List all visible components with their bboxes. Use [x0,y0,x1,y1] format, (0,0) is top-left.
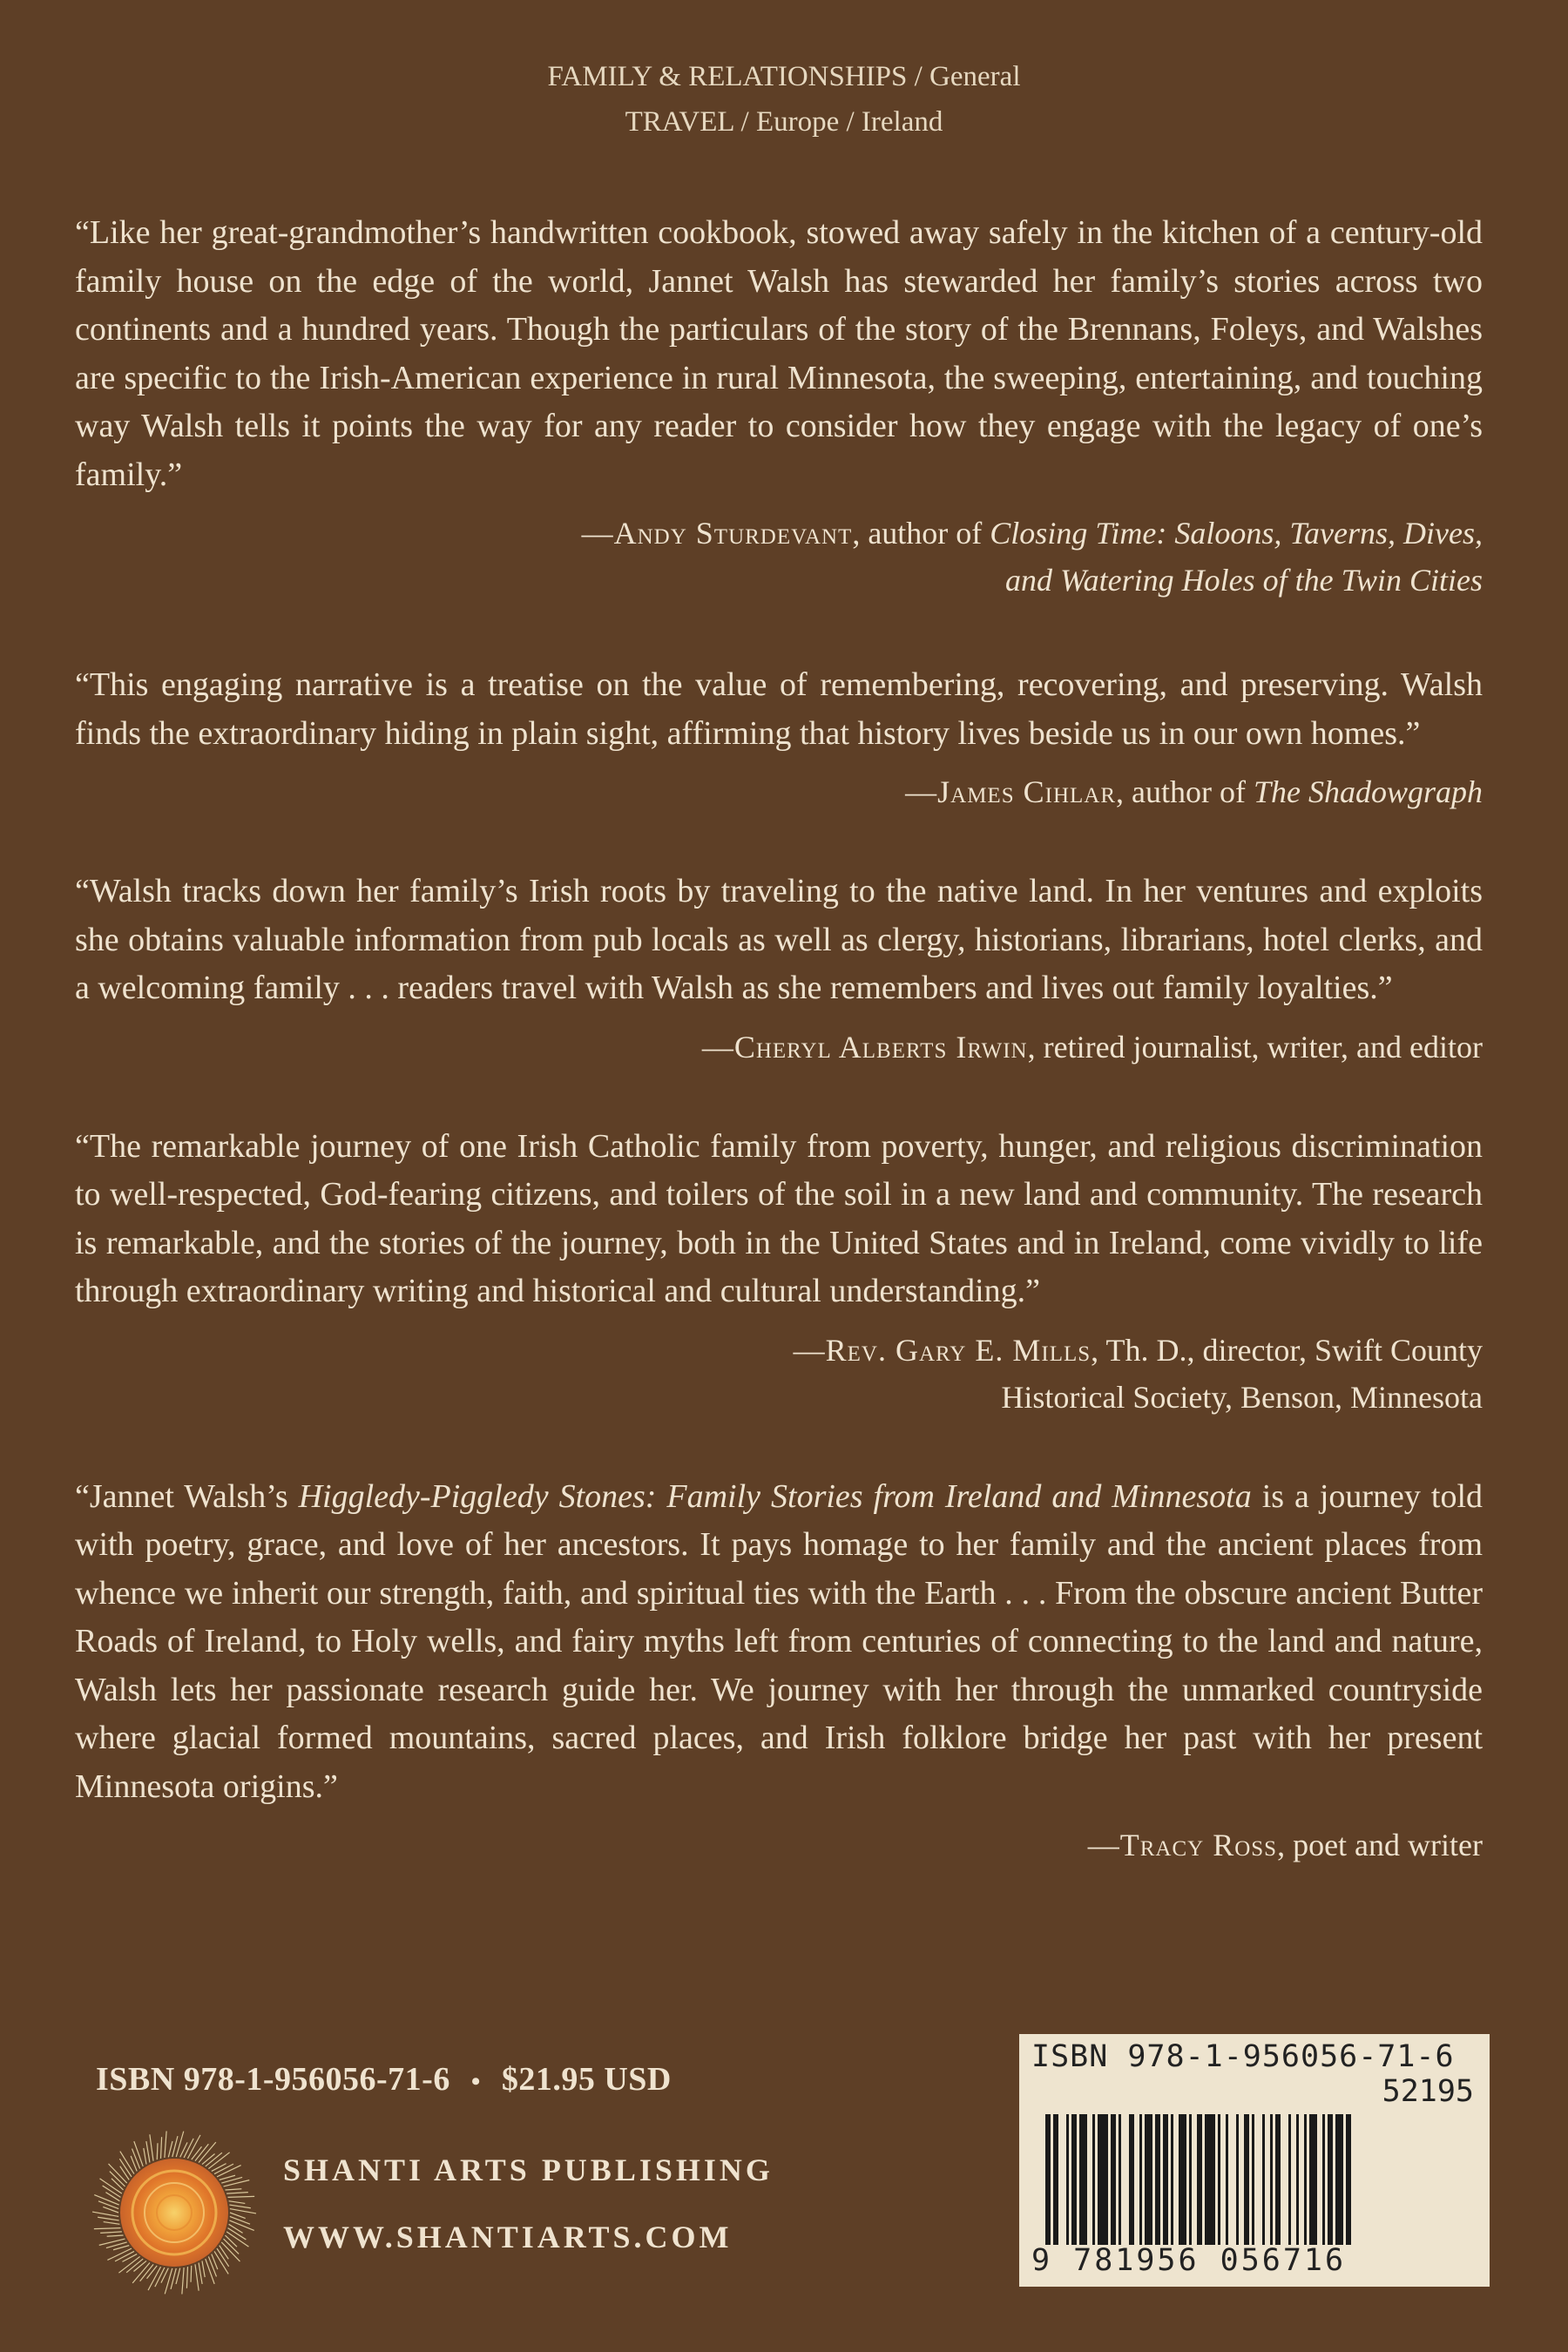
quote-text: is a journey told with poetry, grace, and love of her ancestors. It pays homage to her family and the ancient places from whence we inherit our strength, faith, and spiritual ties with the Earth . . . From the obscure ancient Butter Roads of Ireland, to Holy wells, and fairy myths left from centuries of connecting to the land and nature, Walsh lets her passionate research guide her. We journey with her through the unmarked countryside where glacial formed mountains, sacred places, and Irish folklore bridge her past with her present Minnesota origins.” [75,1477,1484,1805]
blurb-author: —Andy Sturdevant [581,516,853,551]
blurb-work: and Watering Holes of the Twin Cities [1004,563,1483,598]
blurb-attribution [75,1327,1483,1421]
blurb-author: —Rev. Gary E. Mills [793,1332,1092,1368]
barcode-number: 9 781956 056716 [1031,2243,1347,2278]
blurb-quote: “Walsh tracks down her family’s Irish roots by traveling to the native land. In her ventures and exploits she obtains valuable information from pub locals as well as clergy, historians, librarians, hotel clerks, and a welcoming family . . . readers travel with Walsh as she remembers and lives out family loyalties.” [75,873,1483,1006]
publisher-website: WWW.SHANTIARTS.COM [283,2220,733,2254]
blurbs-section [75,209,1483,1869]
blurb-role: , Th. D., director, Swift County [1091,1332,1483,1368]
blurb-role: , author of [1116,774,1254,809]
isbn-price-line [96,2060,672,2099]
blurb-author: —James Cihlar [905,774,1116,809]
blurb-attribution [75,768,1483,815]
isbn-text: ISBN 978-1-956056-71-6 [96,2061,450,2098]
blurb [75,868,1483,1071]
blurb [75,1473,1483,1869]
blurb [75,1123,1483,1421]
blurb [75,209,1483,604]
blurb-quote: “This engaging narrative is a treatise on the value of remembering, recovering, and preserving. Walsh finds the extraordinary hiding in plain sight, affirming that history lives beside us in our own homes.” [75,666,1483,752]
separator-dot: • [470,2067,481,2096]
blurb-quote [75,1473,1483,1812]
blurb-work: The Shadowgraph [1253,774,1483,809]
blurb-attribution [75,1024,1483,1071]
blurb-author: —Tracy Ross [1087,1828,1278,1862]
book-title: Higgledy-Piggledy Stones: Family Stories from Ireland and Minnesota [298,1477,1252,1515]
category-line: TRAVEL / Europe / Ireland [625,106,943,138]
isbn-barcode [1019,2034,1490,2287]
blurb-author: —Cheryl Alberts Irwin [701,1029,1028,1064]
barcode-price-code: 52195 [1382,2074,1474,2109]
blurb-role: , poet and writer [1277,1828,1483,1862]
barcode-isbn-text: ISBN 978-1-956056-71-6 [1031,2039,1455,2074]
blurb-work: Closing Time: Saloons, Taverns, Dives, [990,516,1483,551]
blurb [75,661,1483,815]
quote-text: “Jannet Walsh’s [75,1477,299,1515]
subject-categories [0,54,1568,145]
barcode-bars [1045,2114,1463,2245]
category-line: FAMILY & RELATIONSHIPS / General [547,61,1021,92]
blurb-role: , author of [852,516,990,551]
blurb-quote: “Like her great-grandmother’s handwritten cookbook, stowed away safely in the kitchen of a century-old family house on the edge of the world, Jannet Walsh has stewarded her family’s stories across two continents and a hundred years. Though the particulars of the story of the Brennans, Foleys, and Walshes are specific to the Irish-American experience in rural Minnesota, the sweeping, entertaining, and touching way Walsh tells it points the way for any reader to consider how they engage with the legacy of one’s family.” [75,214,1483,493]
blurb-role: Historical Society, Benson, Minnesota [1001,1379,1483,1415]
blurb-attribution [75,1821,1483,1869]
blurb-role: , retired journalist, writer, and editor [1027,1029,1483,1064]
price-text: $21.95 USD [501,2061,672,2098]
blurb-quote: “The remarkable journey of one Irish Catholic family from poverty, hunger, and religious discrimination to well-respected, God-fearing citizens, and toilers of the soil in a new land and community. The research is remarkable, and the stories of the journey, both in the United States and in Ireland, come vividly to life through extraordinary writing and historical and cultural understanding.” [75,1127,1483,1309]
blurb-attribution [75,510,1483,604]
publisher-name: SHANTI ARTS PUBLISHING [283,2153,774,2187]
sun-logo-icon [87,2126,261,2300]
